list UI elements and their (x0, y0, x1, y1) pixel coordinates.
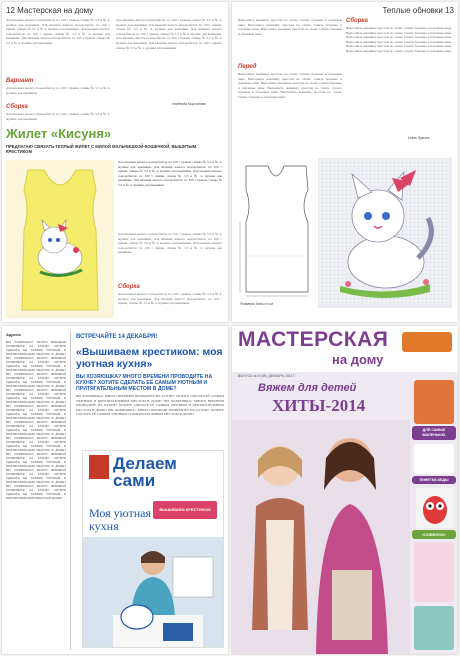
signature: Инна Лукина (408, 136, 430, 140)
section-heading: Сборка (6, 104, 28, 110)
cover-headline: Вяжем для детей (258, 382, 357, 394)
article-title: Жилет «Кисуня» (6, 126, 112, 141)
instructions-text: Для вязания жилета понадобится: по 100 г пряжи, спицы № 3,5 и № 4, мулине для вышивки. Для вязания жилета понадобится: по 100 г пряжи, спицы № 3,5 и № 4, мулине для вышивки. Для вязания жилета понадобится: по 100 г пряжи, спицы № 3,5 и № 4, мулине для вышивки. (118, 232, 222, 255)
owl-icon (416, 488, 454, 528)
body-text: Для вязания жилета понадобится: по 100 г пряжи, спицы № 3,5 и № 4, мулине для вышивки. (6, 86, 110, 95)
brand-logo-block (89, 455, 109, 479)
body-text: Для вязания жилета понадобится: по 100 г пряжи, спицы № 3,5 и № 4, мулине для вышивки. Для вязания жилета понадобится: по 100 г пряжи, спицы № 3,5 и № 4, мулине для вышивки. Для вязания жилета понадобится: по 100 г пряжи, спицы № 3,5 и № 4, мулине для вышивки. Для вязания жилета понадобится: по 100 г пряжи, спицы № 3,5 и № 4, мулине для вышивки. Для вязания жилета понадобится: по 100 г пряжи, спицы № 3,5 и № 4, мулине для вышивки. (116, 18, 222, 50)
cover-title-top: МАСТЕРСКАЯ (238, 328, 389, 351)
cover-photo (232, 420, 410, 654)
magazine-title: Моя уютная кухня (89, 506, 151, 533)
vest-photo (6, 160, 114, 318)
chart-caption: Размеры даны в см (240, 302, 273, 306)
pattern-schematic (238, 160, 314, 300)
tag-sneakers: ПИНЕТКИ-КЕДЫ (412, 476, 456, 484)
article-subtitle: ПРЕДЛАГАЮ СВЯЗАТЬ ТЕПЛЫЙ ЖИЛЕТ С МИЛОЙ МАЛЬЧИШКОЙ-КОШЕЧКОЙ, ВЫШИТЫМ КРЕСТИКОМ (6, 144, 197, 154)
magazine-thumbnail (82, 450, 224, 648)
section-heading: Сборка (346, 18, 368, 24)
thumb-owl (416, 488, 454, 528)
issue-line: ВЫПУСК № 5 (38), ДЕКАБРЬ 2014 Г. (238, 374, 296, 378)
magazine-brand: Делаем сами (113, 454, 177, 490)
thumb-booties (414, 444, 454, 474)
body-text: Выполнить вышивку крестом по схеме. Сшить боковые и плечевые швы. Выполнить вышивку крестом по схеме. Сшить боковые и плечевые швы. Выполнить вышивку крестом по схеме. Сшить боковые и плечевые швы. Выполнить вышивку крестом по схеме. Сшить боковые и плечевые швы. Выполнить вышивку крестом по схеме. Сшить боковые и плечевые швы. Выполнить вышивку крестом по схеме. Сшить боковые и плечевые швы. (346, 26, 452, 53)
body-text: Выполнить вышивку крестом по схеме. Сшить боковые и плечевые швы. Выполнить вышивку крестом по схеме. Сшить боковые и плечевые швы. Выполнить вышивку крестом по схеме. Сшить боковые и плечевые швы. Выполнить вышивку крестом по схеме. Сшить боковые и плечевые швы. Выполнить вышивку крестом по схеме. Сшить боковые и плечевые швы. (238, 72, 342, 99)
magazine-cover (232, 326, 458, 654)
section-heading: Сборка (118, 284, 140, 290)
thumb-teal (414, 606, 454, 650)
cover-title-bottom: на дому (332, 352, 384, 367)
signature: Надежда Кирсанова (172, 102, 206, 106)
column-divider (70, 330, 71, 650)
promo-text: ВЫ ХОЗЯЮШКА? МНОГО ВРЕМЕНИ ПРОВОДИТЕ НА КУХНЕ? ХОТИТЕ СДЕЛАТЬ ЕЁ САМЫМ УЮТНЫМ И ПРИТЯГАТЕЛЬНЫМ МЕСТОМ В ДОМЕ? ВЫ ХОЗЯЮШКА? МНОГО ВРЕМЕНИ ПРОВОДИТЕ НА КУХНЕ? ХОТИТЕ СДЕЛАТЬ ЕЁ САМЫМ УЮТНЫМ И ПРИТЯГАТЕЛЬНЫМ МЕСТОМ В ДОМЕ? ВЫ ХОЗЯЮШКА? МНОГО ВРЕМЕНИ ПРОВОДИТЕ НА КУХНЕ? ХОТИТЕ СДЕЛАТЬ ЕЁ САМЫМ УЮТНЫМ И ПРИТЯГАТЕЛЬНЫМ МЕСТОМ В ДОМЕ? (76, 394, 224, 417)
publisher-logo (402, 332, 452, 352)
thumb-orange (414, 380, 454, 424)
promo-quote: «Вышиваем крестиком: моя уютная кухня» (76, 346, 223, 370)
cover-masthead (232, 326, 458, 372)
page-ad (2, 326, 228, 654)
magazine-header (83, 451, 223, 497)
page-12 (2, 2, 228, 322)
section-heading: Перед (238, 64, 257, 70)
section-heading: Вариант (6, 78, 34, 84)
magazine-badge: ВЫШИВАЕМ КРЕСТИКОМ (153, 501, 217, 519)
page-header: 12 Мастерская на дому (6, 6, 94, 15)
tag-owl: «СОВЕНОК» (412, 530, 456, 539)
cross-stitch-chart (318, 158, 452, 308)
page-header: Теплые обновки 13 (382, 6, 454, 15)
kitchen-photo (83, 537, 223, 647)
cover-hits: ХИТЫ-2014 (272, 396, 366, 415)
page-13 (232, 2, 458, 322)
thumb-slippers (414, 542, 454, 602)
column-title: Адреса (6, 332, 21, 337)
tag-little-ones: ДЛЯ САМЫХ МАЛЕНЬКИХ (412, 426, 456, 440)
instructions-text: Для вязания жилета понадобится: по 100 г пряжи, спицы № 3,5 и № 4, мулине для вышивки. Для вязания жилета понадобится: по 100 г пряжи, спицы № 3,5 и № 4, мулине для вышивки. Для вязания жилета понадобится: по 100 г пряжи, спицы № 3,5 и № 4, мулине для вышивки. Для вязания жилета понадобится: по 100 г пряжи, спицы № 3,5 и № 4, мулине для вышивки. (118, 160, 222, 187)
body-text: Для вязания жилета понадобится: по 100 г пряжи, спицы № 3,5 и № 4, мулине для вышивки. Для вязания жилета понадобится: по 100 г пряжи, спицы № 3,5 и № 4, мулине для вышивки. (118, 292, 222, 306)
body-text: Для вязания жилета понадобится: по 100 г пряжи, спицы № 3,5 и № 4, мулине для вышивки. (6, 112, 110, 121)
imprint-column: ВЫ ХОЗЯЮШКА? МНОГО ВРЕМЕНИ ПРОВОДИТЕ НА КУХНЕ? ХОТИТЕ СДЕЛАТЬ ЕЁ САМЫМ УЮТНЫМ И ПРИТЯГАТЕЛЬНЫМ МЕСТОМ В ДОМЕ? ВЫ ХОЗЯЮШКА? МНОГО ВРЕМЕНИ ПРОВОДИТЕ НА КУХНЕ? ХОТИТЕ СДЕЛАТЬ ЕЁ САМЫМ УЮТНЫМ И ПРИТЯГАТЕЛЬНЫМ МЕСТОМ В ДОМЕ? ВЫ ХОЗЯЮШКА? МНОГО ВРЕМЕНИ ПРОВОДИТЕ НА КУХНЕ? ХОТИТЕ СДЕЛАТЬ ЕЁ САМЫМ УЮТНЫМ И ПРИТЯГАТЕЛЬНЫМ МЕСТОМ В ДОМЕ? ВЫ ХОЗЯЮШКА? МНОГО ВРЕМЕНИ ПРОВОДИТЕ НА КУХНЕ? ХОТИТЕ СДЕЛАТЬ ЕЁ САМЫМ УЮТНЫМ И ПРИТЯГАТЕЛЬНЫМ МЕСТОМ В ДОМЕ? ВЫ ХОЗЯЮШКА? МНОГО ВРЕМЕНИ ПРОВОДИТЕ НА КУХНЕ? ХОТИТЕ СДЕЛАТЬ ЕЁ САМЫМ УЮТНЫМ И ПРИТЯГАТЕЛЬНЫМ МЕСТОМ В ДОМЕ? ВЫ ХОЗЯЮШКА? МНОГО ВРЕМЕНИ ПРОВОДИТЕ НА КУХНЕ? ХОТИТЕ СДЕЛАТЬ ЕЁ САМЫМ УЮТНЫМ И ПРИТЯГАТЕЛЬНЫМ МЕСТОМ В ДОМЕ? ВЫ ХОЗЯЮШКА? МНОГО ВРЕМЕНИ ПРОВОДИТЕ НА КУХНЕ? ХОТИТЕ СДЕЛАТЬ ЕЁ САМЫМ УЮТНЫМ И ПРИТЯГАТЕЛЬНЫМ МЕСТОМ В ДОМЕ? ВЫ ХОЗЯЮШКА? МНОГО ВРЕМЕНИ ПРОВОДИТЕ НА КУХНЕ? ХОТИТЕ СДЕЛАТЬ ЕЁ САМЫМ УЮТНЫМ И ПРИТЯГАТЕЛЬНЫМ МЕСТОМ В ДОМЕ? ВЫ ХОЗЯЮШКА? МНОГО ВРЕМЕНИ ПРОВОДИТЕ НА КУХНЕ? ХОТИТЕ СДЕЛАТЬ ЕЁ САМЫМ УЮТНЫМ И ПРИТЯГАТЕЛЬНЫМ МЕСТОМ В ДОМЕ? ВЫ ХОЗЯЮШКА? МНОГО ВРЕМЕНИ ПРОВОДИТЕ НА КУХНЕ? ХОТИТЕ СДЕЛАТЬ ЕЁ САМЫМ УЮТНЫМ И ПРИТЯГАТЕЛЬНЫМ МЕСТОМ В ДОМЕ? (6, 340, 66, 500)
promo-banner: ВСТРЕЧАЙТЕ 14 ДЕКАБРЯ! (76, 334, 158, 340)
body-text: Выполнить вышивку крестом по схеме. Сшить боковые и плечевые швы. Выполнить вышивку крестом по схеме. Сшить боковые и плечевые швы. Выполнить вышивку крестом по схеме. Сшить боковые и плечевые швы. (238, 18, 342, 36)
body-text: Для вязания жилета понадобится: по 100 г пряжи, спицы № 3,5 и № 4, мулине для вышивки. Для вязания жилета понадобится: по 100 г пряжи, спицы № 3,5 и № 4, мулине для вышивки. Для вязания жилета понадобится: по 100 г пряжи, спицы № 3,5 и № 4, мулине для вышивки. Для вязания жилета понадобится: по 100 г пряжи, спицы № 3,5 и № 4, мулине для вышивки. (6, 18, 110, 45)
promo-questions: ВЫ ХОЗЯЮШКА? МНОГО ВРЕМЕНИ ПРОВОДИТЕ НА КУХНЕ? ХОТИТЕ СДЕЛАТЬ ЕЁ САМЫМ УЮТНЫМ И ПРИТЯГАТЕЛЬНЫМ МЕСТОМ В ДОМЕ? (76, 374, 213, 392)
